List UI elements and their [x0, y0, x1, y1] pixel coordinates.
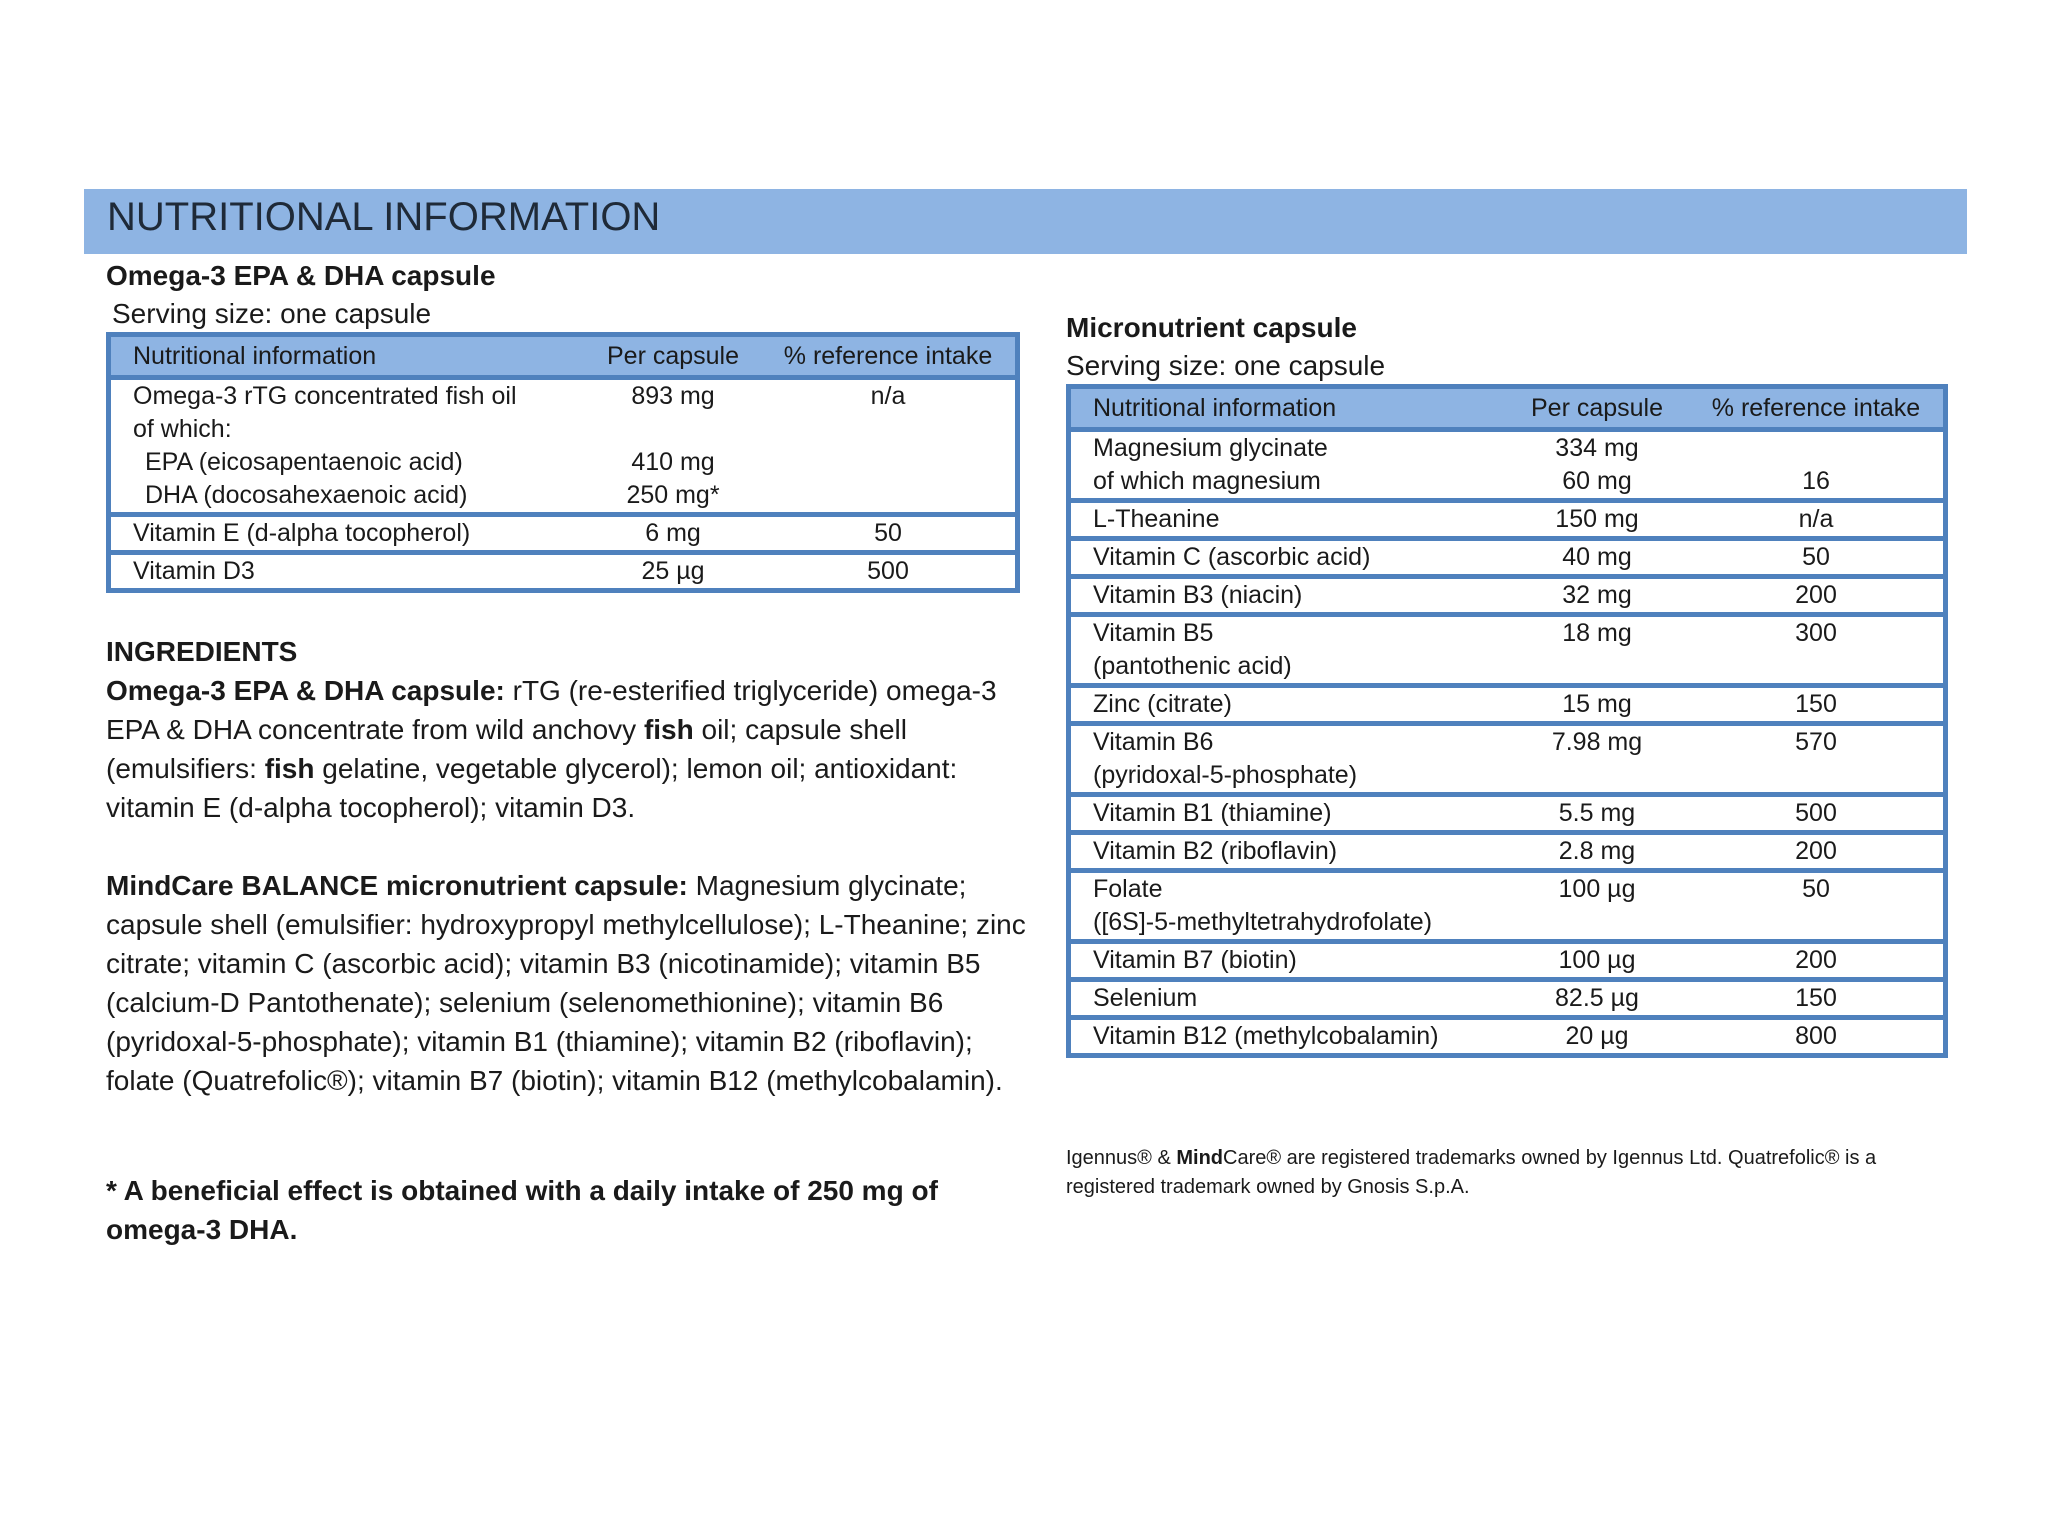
- cell-text: Vitamin B3 (niacin): [1093, 581, 1303, 609]
- table-row: [1069, 615, 1946, 686]
- table-row: [1069, 1018, 1946, 1056]
- ri-cell: [1689, 577, 1946, 615]
- cell-text: Vitamin B2 (riboflavin): [1093, 837, 1338, 865]
- cell-text: 18 mg: [1562, 619, 1632, 647]
- cell-text: Vitamin D3: [133, 557, 255, 585]
- omega-serving: Serving size: one capsule: [112, 298, 432, 329]
- text-run: Mind: [1176, 1147, 1224, 1169]
- header-banner: [84, 189, 1967, 254]
- cell-text: 60 mg: [1562, 467, 1632, 495]
- amount-cell: [1505, 833, 1689, 871]
- cell-text: 893 mg: [631, 382, 715, 410]
- cell-text: of which:: [133, 415, 232, 443]
- table-row: [1069, 980, 1946, 1018]
- cell-text: 300: [1795, 619, 1837, 647]
- cell-text: 25 µg: [641, 557, 705, 585]
- amount-cell: [585, 515, 761, 553]
- cell-text: (pyridoxal-5-phosphate): [1093, 761, 1358, 789]
- table-row: [1069, 942, 1946, 980]
- ri-cell: [1689, 724, 1946, 795]
- nutrient-cell: [1069, 980, 1506, 1018]
- amount-cell: [1505, 686, 1689, 724]
- ingredients-section: [106, 632, 1026, 1100]
- nutrient-cell: [1069, 871, 1506, 942]
- table-row: [109, 515, 1018, 553]
- cell-text: 500: [1795, 799, 1837, 827]
- cell-text: 150: [1795, 984, 1837, 1012]
- amount-cell: [1505, 501, 1689, 539]
- ri-cell: [1689, 1018, 1946, 1056]
- cell-text: Omega-3 rTG concentrated fish oil: [133, 382, 517, 410]
- ri-cell: [761, 378, 1017, 515]
- column-header: % reference intake: [1689, 387, 1946, 430]
- amount-cell: [1505, 980, 1689, 1018]
- cell-text: 100 µg: [1558, 875, 1636, 903]
- cell-text: 15 mg: [1562, 690, 1632, 718]
- cell-text: 200: [1795, 946, 1837, 974]
- cell-text: Vitamin E (d-alpha tocopherol): [133, 519, 471, 547]
- cell-text: Selenium: [1093, 984, 1198, 1012]
- nutrient-cell: [1069, 430, 1506, 501]
- column-header: Per capsule: [585, 335, 761, 378]
- nutrient-cell: [1069, 1018, 1506, 1056]
- text-run: MindCare BALANCE micronutrient capsule:: [106, 870, 688, 901]
- cell-text: DHA (docosahexaenoic acid): [145, 481, 468, 509]
- cell-text: 7.98 mg: [1551, 728, 1643, 756]
- cell-text: 40 mg: [1562, 543, 1632, 571]
- cell-text: 50: [1802, 875, 1830, 903]
- amount-cell: [1505, 539, 1689, 577]
- text-run: Magnesium glycinate; capsule shell (emulsifier: hydroxypropyl methylcellulose); L-Theanine; zinc citrate; vitamin C (ascorbic acid); vitamin B3 (nicotinamide); vitamin B5 (calcium-D Pantothenate); selenium (selenomethionine); vitamin B6 (pyridoxal-5-phosphate); vitamin B1 (thiamine); vitamin B2 (riboflavin); folate (Quatrefolic®); vitamin B7 (biotin); vitamin B12 (methylcobalamin).: [106, 870, 1026, 1096]
- cell-text: 150 mg: [1555, 505, 1639, 533]
- amount-cell: [585, 378, 761, 515]
- ingredients-heading: INGREDIENTS: [106, 636, 298, 667]
- cell-text: n/a: [1798, 505, 1834, 533]
- micro-nutrition-table: [1066, 384, 1948, 1058]
- text-run: Care® are registered trademarks owned by Igennus Ltd. Quatrefolic® is a registered trademark owned by Gnosis S.p.A.: [1066, 1147, 1877, 1198]
- ri-cell: [1689, 795, 1946, 833]
- text-run: oil; capsule shell (emulsifiers:: [106, 714, 907, 784]
- nutrient-cell: [1069, 724, 1506, 795]
- omega-title: Omega-3 EPA & DHA capsule: [106, 260, 496, 291]
- ri-cell: [1689, 430, 1946, 501]
- table-row: [1069, 686, 1946, 724]
- micro-title: Micronutrient capsule: [1066, 312, 1357, 343]
- table-row: [1069, 430, 1946, 501]
- table-header-row: [1069, 387, 1946, 430]
- ri-cell: [1689, 501, 1946, 539]
- cell-text: Vitamin B7 (biotin): [1093, 946, 1297, 974]
- table-row: [109, 378, 1018, 515]
- cell-text: 410 mg: [631, 448, 715, 476]
- cell-text: 250 mg*: [626, 481, 720, 509]
- ri-cell: [761, 515, 1017, 553]
- table-header-row: [109, 335, 1018, 378]
- nutrient-cell: [1069, 942, 1506, 980]
- table-row: [1069, 795, 1946, 833]
- nutrient-cell: [1069, 686, 1506, 724]
- cell-text: [1711, 432, 1921, 465]
- text-run: fish: [264, 753, 315, 784]
- column-header: Nutritional information: [109, 335, 586, 378]
- cell-text: 82.5 µg: [1555, 984, 1639, 1012]
- table-row: [1069, 577, 1946, 615]
- amount-cell: [1505, 615, 1689, 686]
- nutrient-cell: [1069, 501, 1506, 539]
- amount-cell: [1505, 795, 1689, 833]
- cell-text: 50: [874, 519, 902, 547]
- cell-text: L-Theanine: [1093, 505, 1220, 533]
- cell-text: EPA (eicosapentaenoic acid): [145, 448, 463, 476]
- cell-text: (pantothenic acid): [1093, 652, 1292, 680]
- cell-text: of which magnesium: [1093, 467, 1321, 495]
- ri-cell: [1689, 980, 1946, 1018]
- table-row: [1069, 871, 1946, 942]
- dha-footnote: * A beneficial effect is obtained with a daily intake of 250 mg of omega-3 DHA.: [106, 1175, 938, 1245]
- ri-cell: [1689, 833, 1946, 871]
- cell-text: 800: [1795, 1022, 1837, 1050]
- column-header: Per capsule: [1505, 387, 1689, 430]
- nutrient-cell: [109, 515, 586, 553]
- cell-text: Zinc (citrate): [1093, 690, 1232, 718]
- page-title: NUTRITIONAL INFORMATION: [107, 195, 661, 239]
- amount-cell: [585, 553, 761, 591]
- cell-text: 200: [1795, 581, 1837, 609]
- ri-cell: [761, 553, 1017, 591]
- cell-text: n/a: [870, 382, 906, 410]
- ri-cell: [1689, 871, 1946, 942]
- ingredients-micro: [106, 866, 1026, 1100]
- cell-text: 5.5 mg: [1558, 799, 1636, 827]
- cell-text: Vitamin B5: [1093, 619, 1214, 647]
- text-run: rTG (re-esterified triglyceride) omega-3 EPA & DHA concentrate from wild anchovy: [106, 675, 997, 745]
- column-header: % reference intake: [761, 335, 1017, 378]
- trademark-note: [1066, 1144, 1966, 1202]
- cell-text: 2.8 mg: [1558, 837, 1636, 865]
- text-run: Igennus® &: [1066, 1147, 1177, 1169]
- cell-text: 500: [867, 557, 909, 585]
- cell-text: 100 µg: [1558, 946, 1636, 974]
- cell-text: 20 µg: [1565, 1022, 1629, 1050]
- table-row: [1069, 724, 1946, 795]
- amount-cell: [1505, 942, 1689, 980]
- cell-text: 200: [1795, 837, 1837, 865]
- amount-cell: [1505, 724, 1689, 795]
- table-row: [1069, 833, 1946, 871]
- ingredients-omega: [106, 671, 1026, 827]
- omega-nutrition-table: [106, 332, 1020, 593]
- cell-text: Vitamin B1 (thiamine): [1093, 799, 1332, 827]
- micro-serving: Serving size: one capsule: [1066, 350, 1386, 381]
- cell-text: Vitamin C (ascorbic acid): [1093, 543, 1371, 571]
- amount-cell: [1505, 1018, 1689, 1056]
- nutrient-cell: [1069, 577, 1506, 615]
- cell-text: 6 mg: [645, 519, 701, 547]
- amount-cell: [1505, 577, 1689, 615]
- cell-text: 16: [1802, 467, 1830, 495]
- nutrient-cell: [1069, 833, 1506, 871]
- cell-text: Magnesium glycinate: [1093, 434, 1328, 462]
- cell-text: 32 mg: [1562, 581, 1632, 609]
- cell-text: 150: [1795, 690, 1837, 718]
- cell-text: ([6S]-5-methyltetrahydrofolate): [1093, 908, 1433, 936]
- cell-text: Folate: [1093, 875, 1163, 903]
- amount-cell: [1505, 871, 1689, 942]
- text-run: gelatine, vegetable glycerol); lemon oil; antioxidant: vitamin E (d-alpha tocopherol); vitamin D3.: [106, 753, 958, 823]
- table-row: [1069, 501, 1946, 539]
- ri-cell: [1689, 539, 1946, 577]
- table-row: [109, 553, 1018, 591]
- text-run: Omega-3 EPA & DHA capsule:: [106, 675, 505, 706]
- nutrient-cell: [1069, 795, 1506, 833]
- cell-text: Vitamin B6: [1093, 728, 1214, 756]
- nutrient-cell: [109, 553, 586, 591]
- cell-text: 50: [1802, 543, 1830, 571]
- cell-text: 334 mg: [1555, 434, 1639, 462]
- ri-cell: [1689, 615, 1946, 686]
- ri-cell: [1689, 942, 1946, 980]
- text-run: fish: [643, 714, 694, 745]
- cell-text: [607, 413, 739, 446]
- nutrient-cell: [109, 378, 586, 515]
- column-header: Nutritional information: [1069, 387, 1506, 430]
- nutrient-cell: [1069, 539, 1506, 577]
- cell-text: Vitamin B12 (methylcobalamin): [1093, 1022, 1439, 1050]
- ri-cell: [1689, 686, 1946, 724]
- cell-text: 570: [1795, 728, 1837, 756]
- table-row: [1069, 539, 1946, 577]
- nutrient-cell: [1069, 615, 1506, 686]
- amount-cell: [1505, 430, 1689, 501]
